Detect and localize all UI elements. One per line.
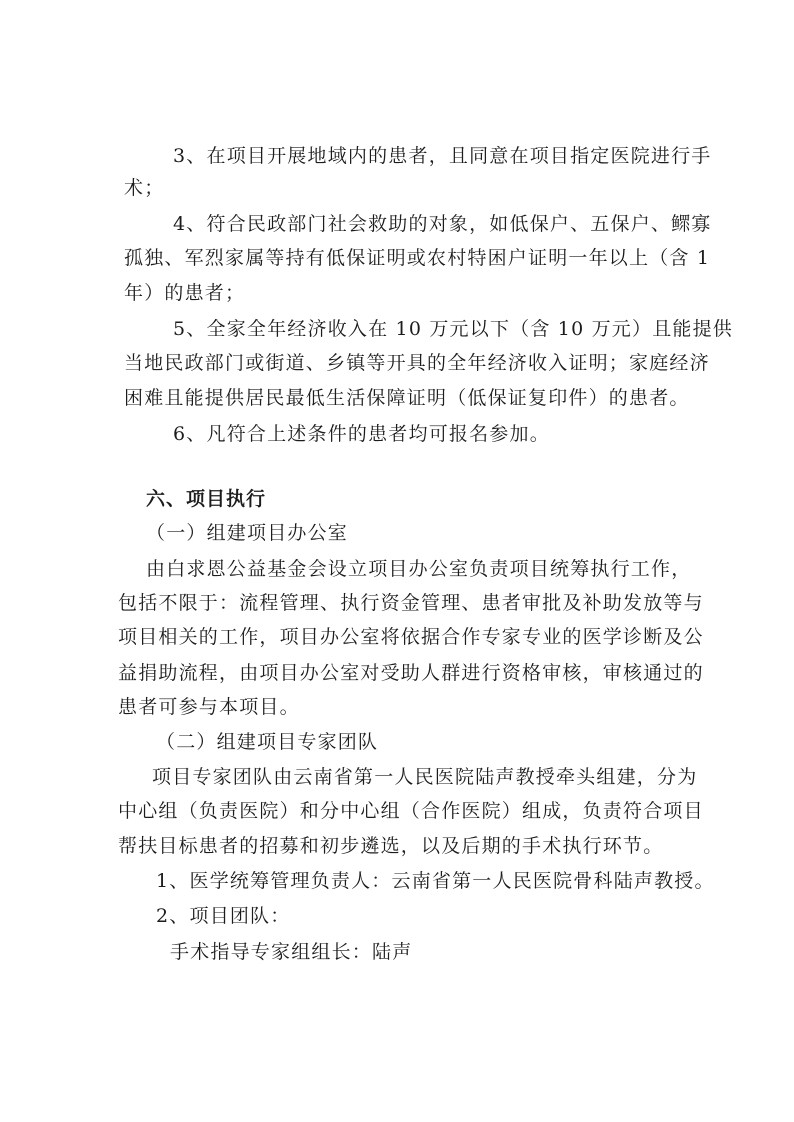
- item-3-line-2: 术；: [124, 177, 165, 199]
- subsection-2-heading: （二）组建项目专家团队: [156, 731, 379, 753]
- subsection-1-line-2: 包括不限于：流程管理、执行资金管理、患者审批及补助发放等与: [118, 592, 704, 614]
- item-6-line-1: 6、凡符合上述条件的患者均可报名参加。: [173, 423, 550, 445]
- subsection-2-line-2: 中心组（负责医院）和分中心组（合作医院）组成，负责符合项目: [118, 800, 704, 822]
- item-4-line-2: 孤独、军烈家属等持有低保证明或农村特困户证明一年以上（含 1: [124, 247, 711, 269]
- subsection-1-line-1: 由白求恩公益基金会设立项目办公室负责项目统筹执行工作，: [146, 558, 692, 580]
- item-5-line-2: 当地民政部门或街道、乡镇等开具的全年经济收入证明；家庭经济: [124, 352, 710, 374]
- subsection-1-line-5: 患者可参与本项目。: [118, 696, 300, 718]
- team-item-1: 1、医学统筹管理负责人：云南省第一人民医院骨科陆声教授。: [156, 870, 715, 892]
- subsection-2-line-3: 帮扶目标患者的招募和初步遴选，以及后期的手术执行环节。: [118, 835, 664, 857]
- team-item-2: 2、项目团队：: [156, 905, 291, 927]
- item-4-line-1: 4、符合民政部门社会救助的对象，如低保户、五保户、鳏寡: [173, 213, 712, 235]
- item-5-line-1: 5、全家全年经济收入在 10 万元以下（含 10 万元）且能提供: [173, 318, 734, 340]
- subsection-1-line-4: 益捐助流程，由项目办公室对受助人群进行资格审核，审核通过的: [118, 662, 704, 684]
- team-item-2-detail: 手术指导专家组组长：陆声: [170, 941, 413, 963]
- subsection-2-line-1: 项目专家团队由云南省第一人民医院陆声教授牵头组建，分为: [152, 766, 698, 788]
- subsection-1-line-3: 项目相关的工作，项目办公室将依据合作专家专业的医学诊断及公: [118, 626, 704, 648]
- item-5-line-3: 困难且能提供居民最低生活保障证明（低保证复印件）的患者。: [124, 387, 690, 409]
- item-3-line-1: 3、在项目开展地域内的患者，且同意在项目指定医院进行手: [173, 145, 712, 167]
- subsection-1-heading: （一）组建项目办公室: [146, 522, 349, 544]
- item-4-line-3: 年）的患者；: [124, 282, 246, 304]
- section-6-heading: 六、项目执行: [146, 488, 267, 510]
